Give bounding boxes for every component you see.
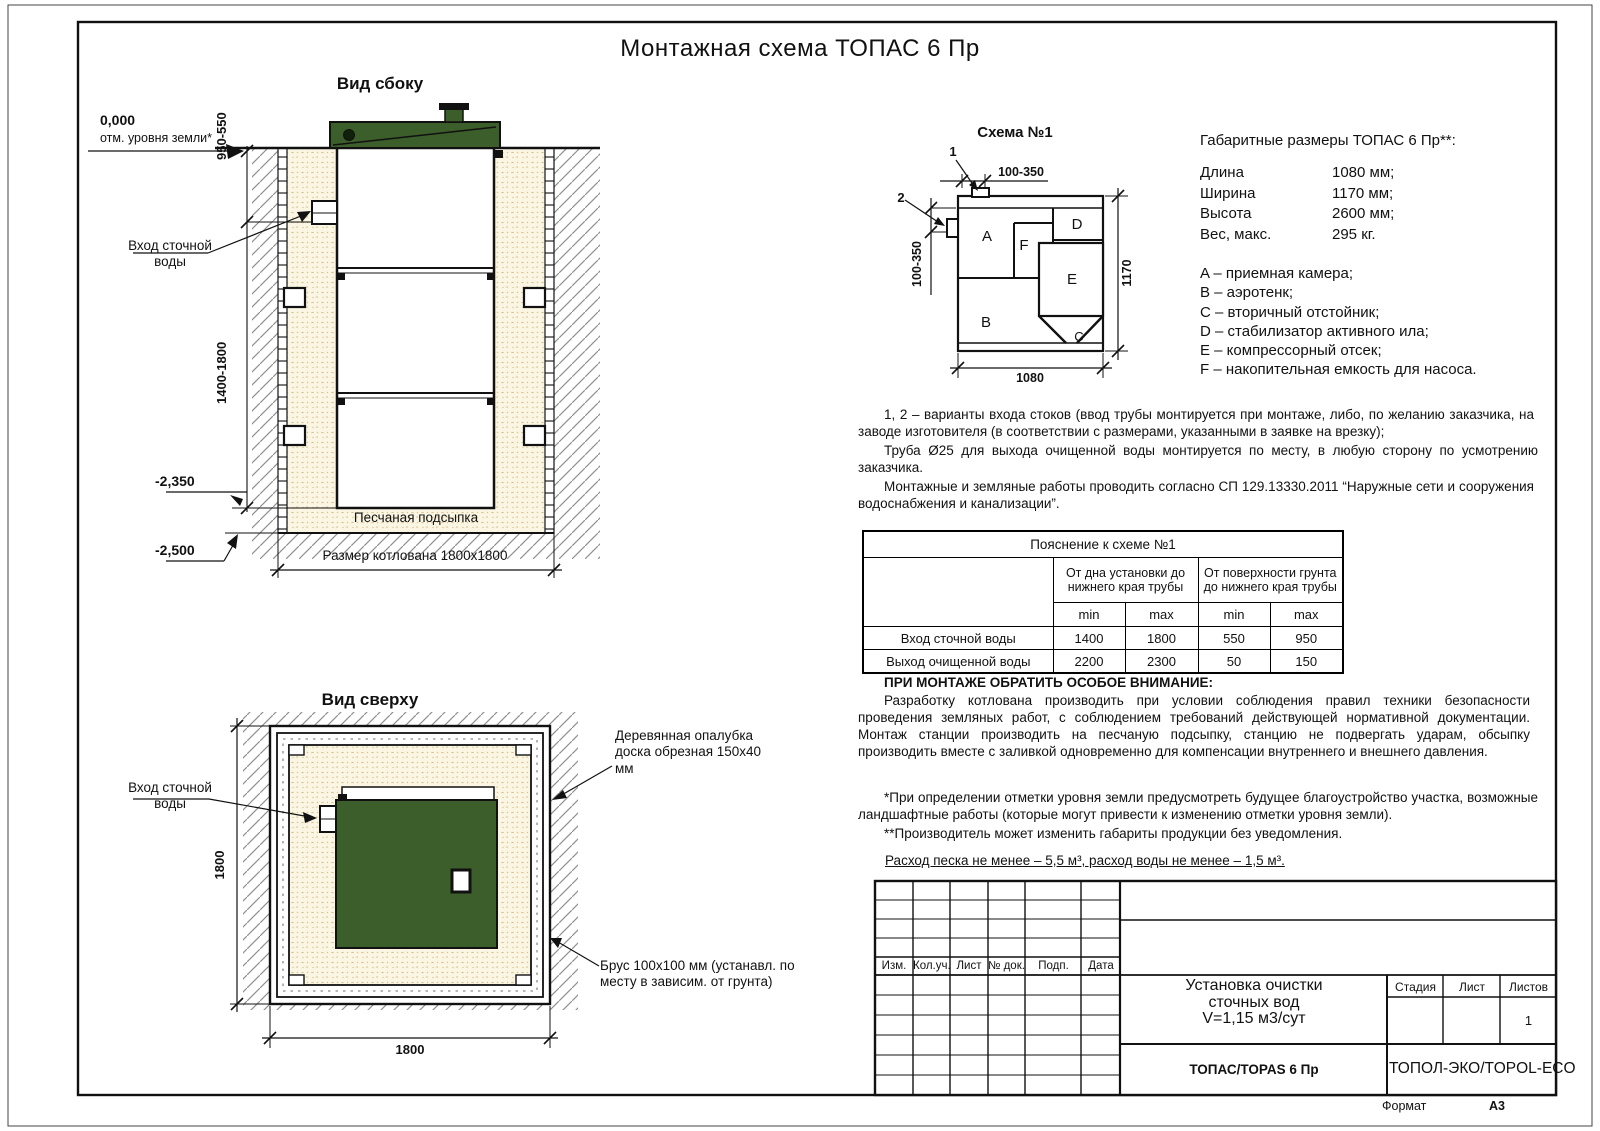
product-name: ТОПАС/TOPAS 6 Пр [1189,1062,1319,1077]
spec-value: 2600 мм; [1332,205,1395,222]
max-header: max [1125,603,1198,627]
table-corner-cell [863,558,1053,627]
topview-dim-left-label: 1800 [212,850,227,880]
doc-title [1125,978,1383,1028]
min-header: min [1198,603,1270,627]
spec-row [1200,164,1540,185]
level-minus-2350 [166,492,247,506]
cell: 550 [1198,627,1270,650]
vent-cap [439,103,469,110]
note-outlet-pipe: Труба Ø25 для выхода очищенной воды монтируется по месту, в любую сторону по усмотрению заказчика. [858,443,1538,475]
footnote-manufacturer: **Производитель может изменить габариты продукции без уведомления. [884,826,1343,841]
spec-value: 1170 мм; [1332,184,1394,202]
compartment-e-label: E [1066,271,1078,288]
formwork-corner [516,975,531,985]
cell: 1400 [1053,627,1125,650]
inlet-variant-2-stub [947,219,958,237]
legend-item: B – аэротенк; [1200,284,1294,302]
tank-body [337,148,494,508]
min-header: min [1053,603,1125,627]
beam-block [284,426,305,445]
table-title: Пояснение к схеме №1 [863,531,1343,558]
formwork-board-left [278,148,287,533]
vent-stem [445,109,463,122]
note-inlet-variants: 1, 2 – варианты входа стоков (ввод трубы монтируется при монтаже, либо, по желанию заказчика, на заводе изготовителя (в соответствии с размерами, указанными в заявке на врезку); [858,407,1534,439]
level-minus-2500-label: -2,500 [155,542,195,558]
formwork-corner [289,745,304,755]
sheet-header: Лист [1458,980,1486,994]
tb-col-ndok: № док. [988,960,1025,972]
callout-2: 2 [897,190,905,205]
lid-hatch-detail [452,870,470,892]
table-group1-header: От дна установки до нижнего края трубы [1053,558,1198,603]
cell: 950 [1270,627,1343,650]
specs-block [1200,132,1540,380]
cell: 2300 [1125,650,1198,674]
consumption-note: Расход песка не менее – 5,5 м³, расход воды не менее – 1,5 м³. [885,853,1285,868]
table-row [863,627,1343,650]
topview-dim-bottom-label: 1800 [395,1042,425,1057]
side-view-title: Вид сбоку [336,74,424,93]
schema-dim-left [925,198,956,295]
tb-col-list: Лист [956,960,982,972]
compartment-f-label: F [1019,237,1029,254]
spec-row [1200,205,1540,226]
cell: 50 [1198,650,1270,674]
compartment-b-label: B [980,314,992,331]
max-header: max [1270,603,1343,627]
beam-block [284,288,305,307]
note-sp-standard: Монтажные и земляные работы проводить согласно СП 129.13330.2011 “Наружные сети и сооружения водоснабжения и канализации”. [858,479,1534,511]
formwork-corner [516,745,531,755]
tb-col-koluch: Кол.уч. [913,960,951,972]
specs-title: Габаритные размеры ТОПАС 6 Пр**: [1200,132,1456,149]
legend-item: D – стабилизатор активного ила; [1200,322,1429,340]
compartment-c-label: C [1074,329,1084,344]
lid-edge-strip [342,787,494,800]
page-title: Монтажная схема ТОПАС 6 Пр [620,35,980,62]
inlet-variant-1-stub [972,188,989,197]
tank-lid-top [336,800,497,948]
compartment-d-label: D [1071,216,1083,233]
beam-block [524,426,545,445]
cell: 1800 [1125,627,1198,650]
top-view-drawing [133,712,612,1057]
table-group2-header: От поверхности грунта до нижнего края трубы [1198,558,1343,603]
sand-bedding-label: Песчаная подсыпка [353,510,479,525]
cell: 2200 [1053,650,1125,674]
table-row [863,650,1343,674]
explanation-table [862,530,1344,674]
cell: 150 [1270,650,1343,674]
spec-label: Вес, макс. [1200,225,1272,243]
tb-col-data: Дата [1088,960,1114,972]
spec-label: Длина [1200,164,1244,181]
format-label: Формат [1382,1099,1427,1113]
schema-dim-right-label: 1170 [1120,259,1134,287]
sheets-value: 1 [1524,1013,1533,1028]
spec-label: Высота [1200,205,1252,222]
ground-level-note: отм. уровня земли* [100,131,213,145]
soil-hatch-left [252,148,278,533]
row-label: Вход сточной воды [863,627,1053,650]
formwork-label: Деревянная опалубка доска обрезная 150х40 мм [615,728,762,776]
compartment-legend [1200,264,1540,380]
spec-label: Ширина [1200,184,1256,202]
schema-dim-left-label: 100-350 [910,241,924,287]
doc-title-line: сточных вод [1208,993,1300,1011]
schema-dim-bottom-label: 1080 [1016,371,1044,385]
compartment-a-label: A [981,228,993,245]
doc-title-line: Установка очистки [1185,977,1323,994]
soil-hatch-right [554,148,600,533]
footnote-ground-level: *При определении отметки уровня земли предусмотреть будущее благоустройство участка, возможные ландшафтные работы (которые могут привести к изменению отметки уровня земли). [858,790,1538,822]
legend-item: A – приемная камера; [1200,265,1354,282]
spec-value: 1080 мм; [1332,164,1395,181]
dim-1400-1800: 1400-1800 [214,341,229,404]
side-view-drawing [88,103,600,578]
spec-row [1200,185,1540,206]
tb-col-izm: Изм. [881,960,907,972]
inlet-label-top: Вход сточной воды [128,780,212,812]
legend-item: C – вторичный отстойник; [1200,303,1380,321]
formwork-board-right [545,148,554,533]
beam-block [524,288,545,307]
lid-lock [344,130,355,141]
row-label: Выход очищенной воды [863,650,1053,674]
attention-heading: ПРИ МОНТАЖЕ ОБРАТИТЬ ОСОБОЕ ВНИМАНИЕ: [884,675,1214,690]
dim-950-550: 950-550 [214,112,229,160]
schema-dim-top-label: 100-350 [998,165,1044,179]
company-name: ТОПОЛ-ЭКО/TOPOL-ECO [1389,1060,1576,1077]
schema1-drawing [897,144,1134,385]
stage-header: Стадия [1395,980,1436,994]
tank-lid [330,122,500,148]
sheets-header: Листов [1509,980,1548,994]
format-value: А3 [1489,1099,1505,1113]
callout-1: 1 [949,144,957,159]
attention-body: Разработку котлована производить при условии соблюдения правил техники безопасности проведения земляных работ, с соблюдением требований действующей нормативной документации. Монтаж станции производить на песчаную подсыпку, станцию не подвергать ударам, обсыпку производить вместе с заливкой одновременно для компенсации внутреннего и внешнего давления. [858,693,1530,759]
doc-title-line: V=1,15 м3/сут [1202,1010,1306,1027]
spec-row [1200,226,1540,247]
beam-label: Брус 100х100 мм (устанавл. по месту в зависим. от грунта) [600,958,795,990]
schema1-title: Схема №1 [977,124,1053,141]
legend-item: E – компрессорный отсек; [1200,342,1382,360]
pit-size-label: Размер котлована 1800х1800 [322,548,508,563]
level-minus-2350-label: -2,350 [155,473,195,489]
sand-fill-right [494,148,545,508]
inlet-label-side: Вход сточной воды [128,238,212,270]
tb-col-podp: Подп. [1038,960,1069,972]
level-zero-label: 0,000 [100,112,136,128]
legend-item: F – накопительная емкость для насоса. [1200,361,1477,379]
top-view-title: Вид сверху [321,690,419,709]
spec-value: 295 кг. [1332,225,1376,243]
formwork-corner [289,975,304,985]
